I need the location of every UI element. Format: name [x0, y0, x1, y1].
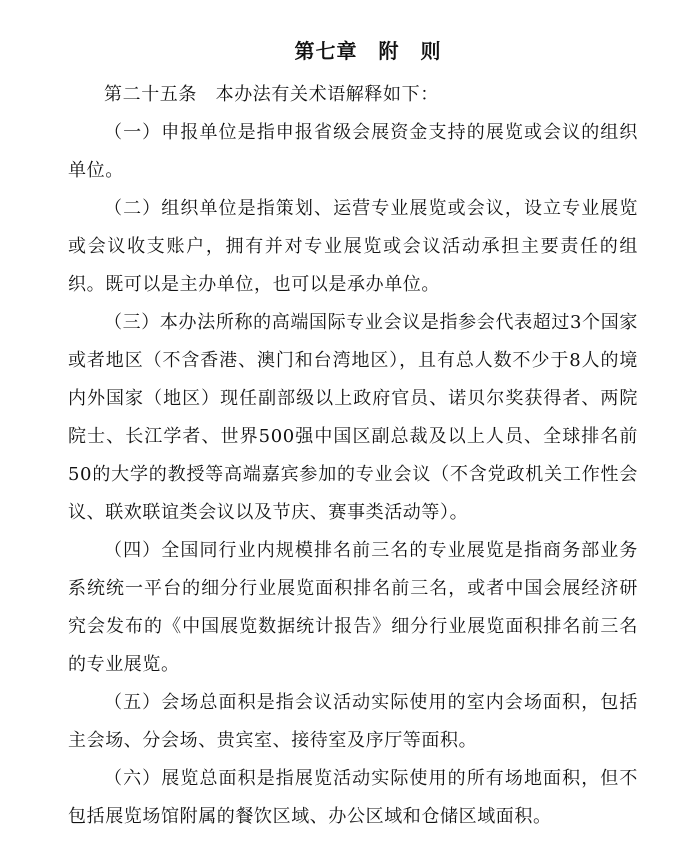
term-4-paragraph: （四）全国同行业内规模排名前三名的专业展览是指商务部业务系统统一平台的细分行业展览面积排名前三名，或者中国会展经济研究会发布的《中国展览数据统计报告》细分行业展览面积排名前三名的专业展览。: [68, 540, 638, 675]
article-25-intro: 第二十五条 本办法有关术语解释如下：: [104, 84, 439, 105]
term-3-paragraph: （三）本办法所称的高端国际专业会议是指参会代表超过3个国家或者地区（不含香港、澳门和台湾地区），且有总人数不少于8人的境内外国家（地区）现任副部级以上政府官员、诺贝尔奖获得者、两院院士、长江学者、世界500强中国区副总裁及以上人员、全球排名前50的大学的教授等高端嘉宾参加的专业会议（不含党政机关工作性会议、联欢联谊类会议以及节庆、赛事类活动等）。: [68, 312, 638, 523]
term-1-paragraph: （一）申报单位是指申报省级会展资金支持的展览或会议的组织单位。: [68, 122, 638, 181]
term-6-paragraph: （六）展览总面积是指展览活动实际使用的所有场地面积，但不包括展览场馆附属的餐饮区域、办公区域和仓储区域面积。: [68, 768, 638, 827]
term-2-paragraph: （二）组织单位是指策划、运营专业展览或会议，设立专业展览或会议收支账户，拥有并对专业展览或会议活动承担主要责任的组织。既可以是主办单位，也可以是承办单位。: [68, 198, 638, 295]
chapter-title: 第七章 附 则: [294, 39, 442, 63]
term-5-paragraph: （五）会场总面积是指会议活动实际使用的室内会场面积，包括主会场、分会场、贵宾室、接待室及序厅等面积。: [68, 692, 638, 751]
